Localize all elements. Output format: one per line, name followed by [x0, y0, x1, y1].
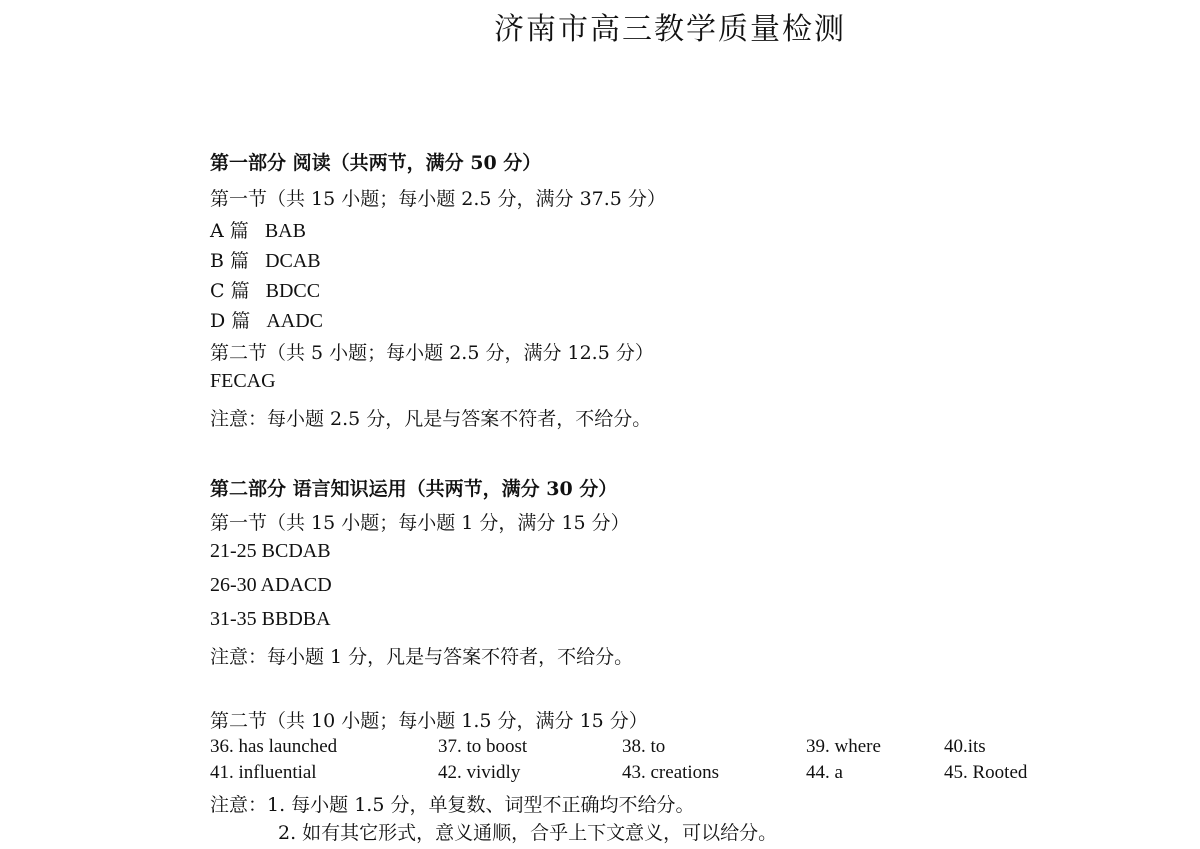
part1-section1-heading: 第一节（共 15 小题；每小题 2.5 分，满分 37.5 分） [210, 188, 666, 210]
page-title: 济南市高三教学质量检测 [494, 12, 846, 47]
cloze-answer-row: 21-25 BCDAB [210, 540, 331, 562]
passage-label: D 篇 [210, 310, 251, 332]
reading-answer-row [210, 216, 306, 243]
reading-answer-row [210, 306, 323, 333]
part1-section2-answer: FECAG [210, 370, 276, 392]
passage-label: B 篇 [210, 250, 250, 272]
reading-answer-row [210, 246, 321, 273]
passage-answer: AADC [266, 310, 323, 332]
passage-label: A 篇 [210, 220, 249, 242]
part1-heading: 第一部分 阅读（共两节，满分 50 分） [210, 152, 542, 174]
part2-section2-heading: 第二节（共 10 小题；每小题 1.5 分，满分 15 分） [210, 710, 648, 732]
grid-answer: 40.its [944, 736, 986, 757]
cloze-answer-row: 31-35 BBDBA [210, 608, 331, 630]
passage-answer: BAB [264, 220, 306, 242]
grid-answer: 42. vividly [438, 762, 521, 783]
grid-answer: 36. has launched [210, 736, 338, 757]
grid-answer: 38. to [622, 736, 666, 757]
part2-section1-heading: 第一节（共 15 小题；每小题 1 分，满分 15 分） [210, 512, 630, 534]
grid-answer: 41. influential [210, 762, 317, 783]
part2-section2-note-2: 2. 如有其它形式，意义通顺，合乎上下文意义，可以给分。 [278, 822, 778, 844]
passage-label: C 篇 [210, 280, 250, 302]
part2-section2-note-1: 注意：1. 每小题 1.5 分，单复数、词型不正确均不给分。 [210, 794, 695, 816]
grid-answer: 37. to boost [438, 736, 528, 757]
grid-answer: 45. Rooted [944, 762, 1028, 783]
part1-section2-heading: 第二节（共 5 小题；每小题 2.5 分，满分 12.5 分） [210, 342, 654, 364]
grid-answer: 39. where [806, 736, 881, 757]
passage-answer: DCAB [265, 250, 321, 272]
cloze-answer-row: 26-30 ADACD [210, 574, 332, 596]
reading-answer-row [210, 276, 320, 303]
passage-answer: BDCC [265, 280, 321, 302]
grid-answer: 43. creations [622, 762, 720, 783]
part1-section2-note: 注意：每小题 2.5 分，凡是与答案不符者，不给分。 [210, 408, 652, 430]
grid-answer: 44. a [806, 762, 843, 783]
part2-heading: 第二部分 语言知识运用（共两节，满分 30 分） [210, 478, 618, 500]
grammar-fill-answer-grid [210, 736, 1070, 788]
part2-section1-note: 注意：每小题 1 分，凡是与答案不符者，不给分。 [210, 646, 634, 668]
